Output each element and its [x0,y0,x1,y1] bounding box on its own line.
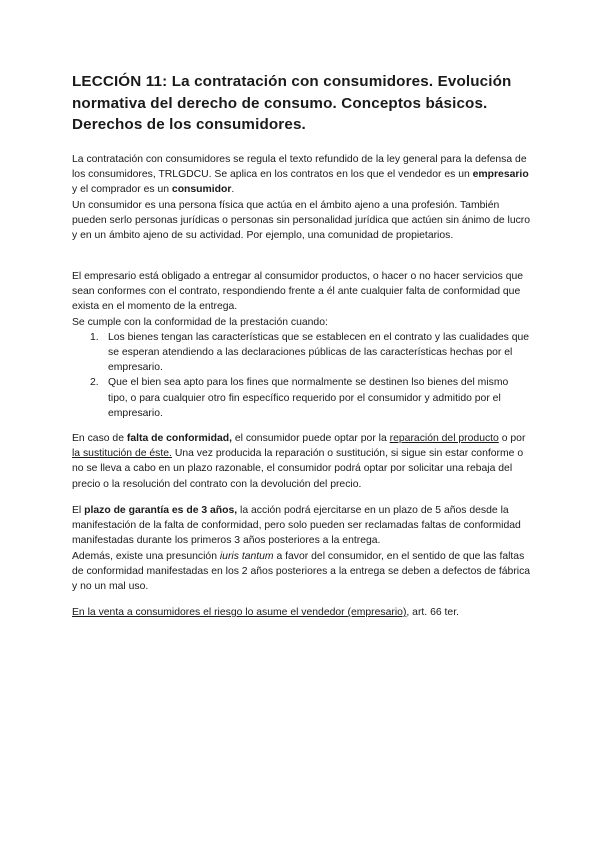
text-span: Una vez producida la reparación o sustitución, si sigue sin estar conforme o no se lleva a cabo en un plazo razonable, el consumidor podrá optar por solicitar una rebaja del precio o la resolución del contrato con la devolución del precio. [72,448,524,490]
list-text: Que el bien sea apto para los fines que normalmente se destinen lso bienes del mismo tipo, o para cualquier otro fin específico requerido por el consumidor y admitido por el empresario. [108,377,509,419]
text-span: , art. 66 ter. [406,607,459,618]
list-item [90,330,530,376]
text-span: Además, existe una presunción [72,550,220,562]
paragraph-presuncion [72,549,532,595]
list-text: Los bienes tengan las características que se establecen en el contrato y las cualidades que se esperan atendiendo a las declaraciones públicas de las características hechas por el empresario. [108,331,530,374]
list-number: 1. [90,331,99,343]
text-span: el consumidor puede optar por la [231,433,390,444]
paragraph-plazo-garantia [72,503,532,549]
text-span: La contratación con consumidores se regula el texto refundido de la ley general para la defensa de los consumidores, TRLGDCU. Se aplica en los contratos en los que el vendedor es un [72,154,527,181]
list-item [90,375,530,421]
text-span: a favor del consumidor, en el sentido de que las faltas de conformidad manifestadas en los 2 años posteriores a la entrega se deben a defectos de fábrica y no un mal uso. [72,550,531,592]
paragraph-conformidad-intro: Se cumple con la conformidad de la prestación cuando: [72,316,328,328]
paragraph-obligacion-empresario: El empresario está obligado a entregar al consumidor productos, o hacer o no hacer servicios que sean conformes con el contrato, respondiendo frente a él ante cualquier falta de conformidad que exista en el momento de la entrega. [72,271,524,313]
bold-term-consumidor: consumidor [171,184,232,196]
underlined-reparacion: reparación del producto [389,433,499,444]
paragraph-riesgo [72,605,532,620]
paragraph-contratacion [72,152,532,198]
text-span: . [231,184,235,196]
text-span: o por [498,433,526,444]
text-span: El [72,505,85,516]
bold-term-empresario: empresario [472,169,529,181]
bold-term-falta-conformidad: falta de conformidad, [126,433,232,444]
text-span: y el comprador es un [72,184,172,196]
text-span: la acción podrá ejercitarse en un plazo de 5 años desde la manifestación de la falta de conformidad, pero solo pueden ser reclamadas faltas de conformidad manifestadas durante los primeros 3 años posteriores a la entrega. [72,505,521,547]
underlined-riesgo: En la venta a consumidores el riesgo lo asume el vendedor (empresario) [72,607,407,618]
text-span: En caso de [72,433,127,444]
italic-term-iuris-tantum: iuris tantum [219,550,274,562]
list-number: 2. [90,377,99,389]
paragraph-falta-conformidad [72,431,532,492]
page-title: LECCIÓN 11: La contratación con consumidores. Evolución normativa del derecho de consumo. Conceptos básicos. Derechos de los consumidores. [72,73,512,133]
underlined-sustitucion: la sustitución de éste. [72,448,172,460]
bold-term-plazo-garantia: plazo de garantía es de 3 años, [84,505,238,516]
paragraph-consumidor-definicion: Un consumidor es una persona física que actúa en el ámbito ajeno a una profesión. También pueden serlo personas jurídicas o personas sin personalidad jurídica que actúen sin ánimo de lucro y en un ámbito ajeno de su actividad. Por ejemplo, una comunidad de propietarios. [72,199,531,241]
